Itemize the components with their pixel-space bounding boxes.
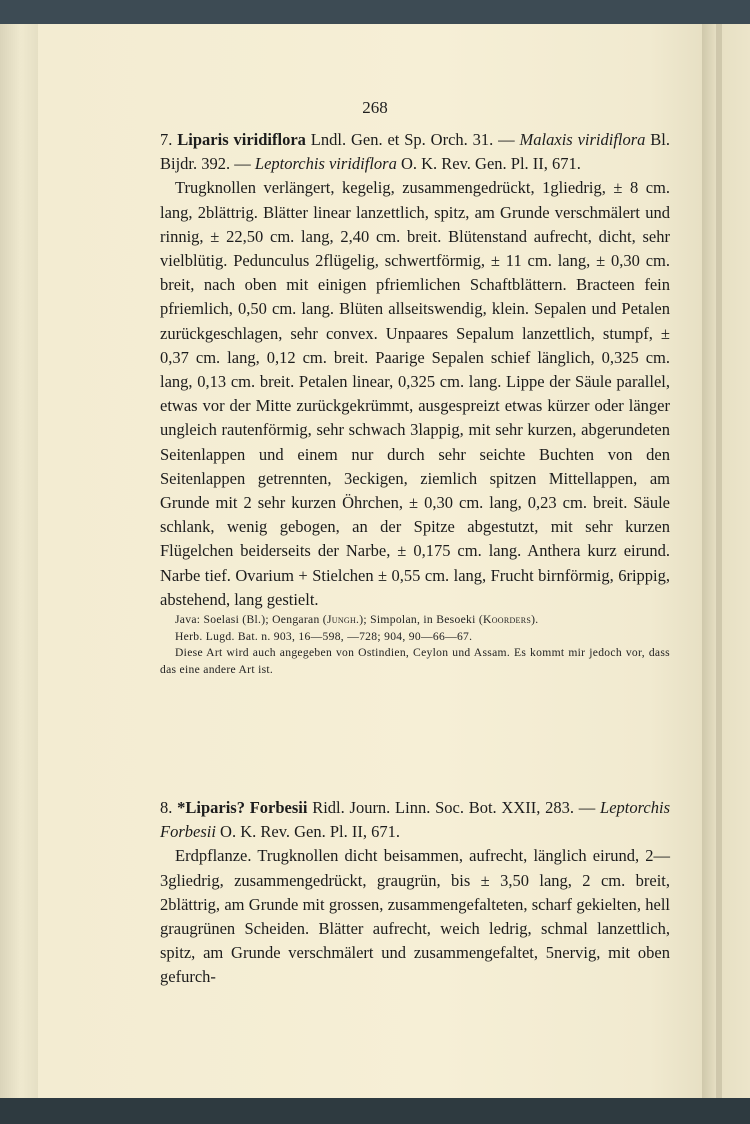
- synonym: Leptorchis Forbesii: [160, 798, 670, 842]
- entry-7: [160, 128, 670, 678]
- collector-name: Koorders: [483, 613, 532, 627]
- locality-text: ); Simpolan, in Besoeki (: [359, 613, 484, 627]
- citation: O. K. Rev. Gen. Pl. II, 671.: [396, 154, 581, 174]
- entry-number: 7.: [160, 130, 178, 149]
- entry-7-description: Trugknollen verlängert, kegelig, zusammengedrückt, 1gliedrig, ± 8 cm. lang, 2blättrig. Blätter linear lanzettlich, spitz, am Grunde verschmälert und rinnig, ± 22,50 cm. lang, 2,40 cm. breit. Blütenstand aufrecht, dicht, sehr vielblütig. Pedunculus 2flügelig, schwertförmig, ± 11 cm. lang, ± 0,30 cm. breit, nach oben mit einigen pfriemlichen Schaftblättern. Bracteen fein pfriemlich, 0,50 cm. lang. Blüten allseitswendig, klein. Sepalen und Petalen zurückgeschlagen, sehr convex. Unpaares Sepalum lanzettlich, stumpf, ± 0,37 cm. lang, 0,12 cm. breit. Paarige Sepalen schief länglich, 0,325 cm. lang, 0,13 cm. breit. Petalen linear, 0,325 cm. lang. Lippe der Säule parallel, etwas vor der Mitte zurückgekrümmt, ausgespreizt etwas kürzer oder länger ungleich rautenförmig, sehr schwach 3lappig, mit sehr kurzen, abgerundeten Seitenlappen und einem nur durch sehr seichte Buchten von den Seitenlappen getrennten, 3eckigen, ziemlich spitzen Mittellappen, am Grunde mit 2 sehr kurzen Öhrchen, ± 0,30 cm. lang, 0,23 cm. breit. Säule schlank, wenig gebogen, an der Spitze abgestutzt, mit sehr kurzen Flügelchen beiderseits der Narbe, ± 0,175 cm. lang. Anthera kurz eirund. Narbe tief. Ovarium + Stielchen ± 0,55 cm. lang, Frucht birnförmig, 6rippig, abstehend, lang gestielt.: [160, 178, 670, 609]
- species-name: *Liparis? Forbesii: [177, 798, 308, 817]
- synonym: Leptorchis viridiflora: [254, 154, 397, 174]
- entry-8: [160, 796, 670, 990]
- book-gutter: [702, 24, 750, 1098]
- binding-shadow: [716, 24, 722, 1098]
- entry-8-heading: [160, 796, 670, 844]
- citation: O. K. Rev. Gen. Pl. II, 671.: [215, 822, 400, 842]
- species-name: Liparis viridiflora: [177, 130, 306, 149]
- page-edge-left: [0, 24, 38, 1098]
- synonym: Malaxis viridiflora: [519, 130, 646, 149]
- entry-number: 8.: [160, 798, 178, 817]
- entry-8-description: Erdpflanze. Trugknollen dicht beisammen, aufrecht, länglich eirund, 2—3gliedrig, zusammengedrückt, graugrün, bis ± 3,50 lang, 2 cm. breit, 2blättrig, am Grunde mit grossen, zusammengefalteten, scharf gekielten, hell graugrünen Scheiden. Blätter aufrecht, weich ledrig, schmal lanzettlich, spitz, am Grunde verschmälert und zusammengefaltet, 5nervig, mit oben gefurch-: [160, 846, 670, 987]
- entry-7-localities: [160, 612, 670, 629]
- locality-text: ).: [531, 613, 539, 627]
- scan-bottom-border: [0, 1098, 750, 1124]
- scan-top-border: [0, 0, 750, 24]
- entry-7-note: Diese Art wird auch angegeben von Ostindien, Ceylon und Assam. Es kommt mir jedoch vor, dass das eine andere Art ist.: [160, 646, 670, 676]
- citation: Ridl. Journ. Linn. Soc. Bot. XXII, 283. —: [307, 798, 601, 817]
- entry-7-heading: [160, 128, 670, 176]
- citation: Lndl. Gen. et Sp. Orch. 31. —: [305, 130, 520, 149]
- collector-name: Jungh.: [326, 613, 360, 627]
- locality-text: Java: Soelasi (Bl.); Oengaran (: [175, 613, 327, 627]
- page-number: 268: [362, 98, 388, 117]
- citation: Bl. Bijdr. 392. —: [160, 130, 671, 174]
- entry-7-herbarium: Herb. Lugd. Bat. n. 903, 16—598, —728; 904, 90—66—67.: [175, 629, 473, 643]
